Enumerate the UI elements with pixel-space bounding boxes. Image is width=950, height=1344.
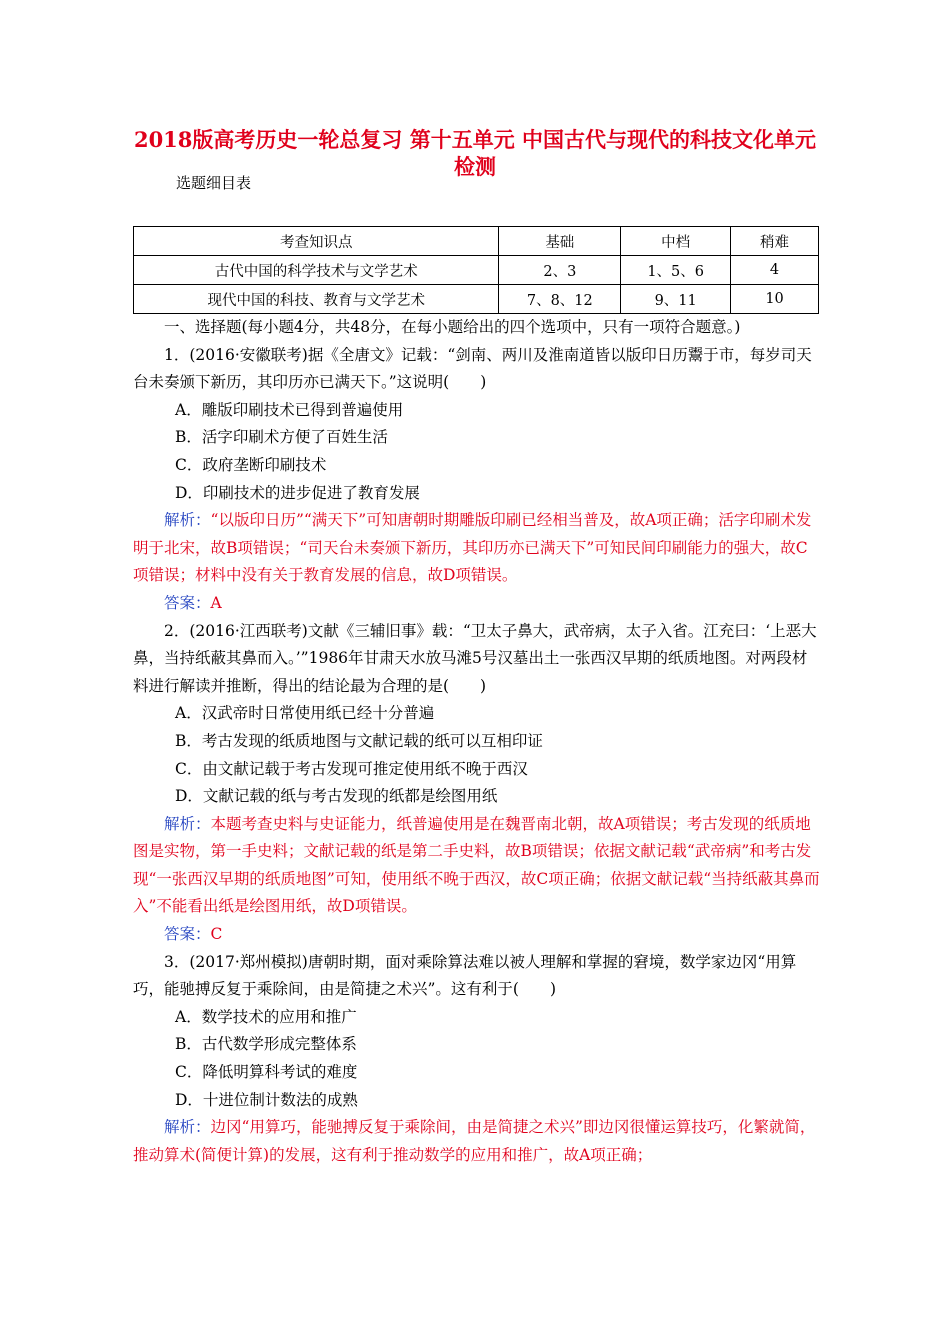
analysis-text: 本题考查史料与史证能力，纸普遍使用是在魏晋南北朝，故A项错误；考古发现的纸质地图是实物，第一手史料；文献记载的纸是第二手史料，故B项错误；依据文献记载“武帝病”和考古发现“一张西汉早期的纸质地图”可知，使用纸不晚于西汉，故C项正确；依据文献记载“当持纸蔽其鼻而入”不能看出纸是绘图用纸，故D项错误。	[133, 814, 820, 916]
topic-table	[133, 226, 819, 314]
question-section	[133, 314, 821, 1169]
question-option: D．文献记载的纸与考古发现的纸都是绘图用纸	[175, 787, 498, 806]
table-cell: 2、3	[499, 256, 621, 285]
analysis-paragraph	[133, 811, 821, 921]
answer-line	[133, 921, 821, 949]
question-stem: 2．(2016·江西联考)文献《三辅旧事》载：“卫太子鼻大，武帝病，太子入省。江充曰：‘上恶大鼻，当持纸蔽其鼻而入。’”1986年甘肃天水放马滩5号汉墓出土一张西汉早期的纸质地图。对两段材料进行解读并推断，得出的结论最为合理的是( )	[133, 621, 817, 695]
table-cell: 9、11	[621, 285, 731, 314]
answer-label: 答案：	[164, 925, 211, 944]
question-option: C．政府垄断印刷技术	[175, 455, 327, 474]
table-row	[134, 285, 819, 314]
table-header-cell: 中档	[621, 227, 731, 256]
question-option: C．由文献记载于考古发现可推定使用纸不晚于西汉	[175, 759, 528, 778]
question-option: D．印刷技术的进步促进了教育发展	[175, 483, 420, 502]
analysis-paragraph	[133, 1114, 821, 1169]
question-option: A．汉武帝时日常使用纸已经十分普遍	[175, 704, 435, 723]
question-stem: 1．(2016·安徽联考)据《全唐文》记载：“剑南、两川及淮南道皆以版印日历鬻于市，每岁司天台未奏颁下新历，其印历亦已满天下。”这说明( )	[133, 345, 812, 392]
table-cell: 1、5、6	[621, 256, 731, 285]
question-option: C．降低明算科考试的难度	[175, 1063, 358, 1082]
question-option: A．雕版印刷技术已得到普遍使用	[175, 400, 404, 419]
table-cell: 古代中国的科学技术与文学艺术	[134, 256, 499, 285]
question-option: B．活字印刷术方便了百姓生活	[175, 428, 388, 447]
question-option: B．考古发现的纸质地图与文献记载的纸可以互相印证	[175, 731, 543, 750]
analysis-label: 解析：	[164, 814, 211, 833]
answer-label: 答案：	[164, 593, 211, 612]
answer-value: C	[210, 925, 223, 944]
question-option: D．十进位制计数法的成熟	[175, 1090, 358, 1109]
table-cell: 10	[731, 285, 819, 314]
question-option: A．数学技术的应用和推广	[175, 1007, 357, 1026]
analysis-text: “以版印日历”“满天下”可知唐朝时期雕版印刷已经相当普及，故A项正确；活字印刷术发明于北宋，故B项错误；“司天台未奏颁下新历，其印历亦已满天下”可知民间印刷能力的强大，故C项错误；材料中没有关于教育发展的信息，故D项错误。	[133, 511, 812, 585]
question-option: B．古代数学形成完整体系	[175, 1035, 357, 1054]
section-heading: 一、选择题(每小题4分，共48分，在每小题给出的四个选项中，只有一项符合题意。)	[164, 318, 741, 336]
table-cell: 4	[731, 256, 819, 285]
table-caption: 选题细目表	[176, 174, 252, 192]
table-header-cell: 考查知识点	[134, 227, 499, 256]
answer-line	[133, 590, 821, 618]
analysis-paragraph	[133, 507, 821, 590]
analysis-label: 解析：	[164, 511, 211, 530]
table-header-cell: 稍难	[731, 227, 819, 256]
table-header-cell: 基础	[499, 227, 621, 256]
table-row	[134, 256, 819, 285]
table-header-row	[134, 227, 819, 256]
document-title: 2018版高考历史一轮总复习 第十五单元 中国古代与现代的科技文化单元检测	[133, 127, 817, 179]
analysis-label: 解析：	[164, 1118, 211, 1137]
analysis-text: 边冈“用算巧，能驰搏反复于乘除间，由是简捷之术兴”即边冈很懂运算技巧，化繁就简，推动算术(简便计算)的发展，这有利于推动数学的应用和推广，故A项正确；	[133, 1118, 816, 1164]
table-cell: 7、8、12	[499, 285, 621, 314]
answer-value: A	[210, 593, 222, 612]
table-cell: 现代中国的科技、教育与文学艺术	[134, 285, 499, 314]
question-stem: 3．(2017·郑州模拟)唐朝时期，面对乘除算法难以被人理解和掌握的窘境，数学家边冈“用算巧，能驰搏反复于乘除间，由是简捷之术兴”。这有利于( )	[133, 952, 797, 999]
